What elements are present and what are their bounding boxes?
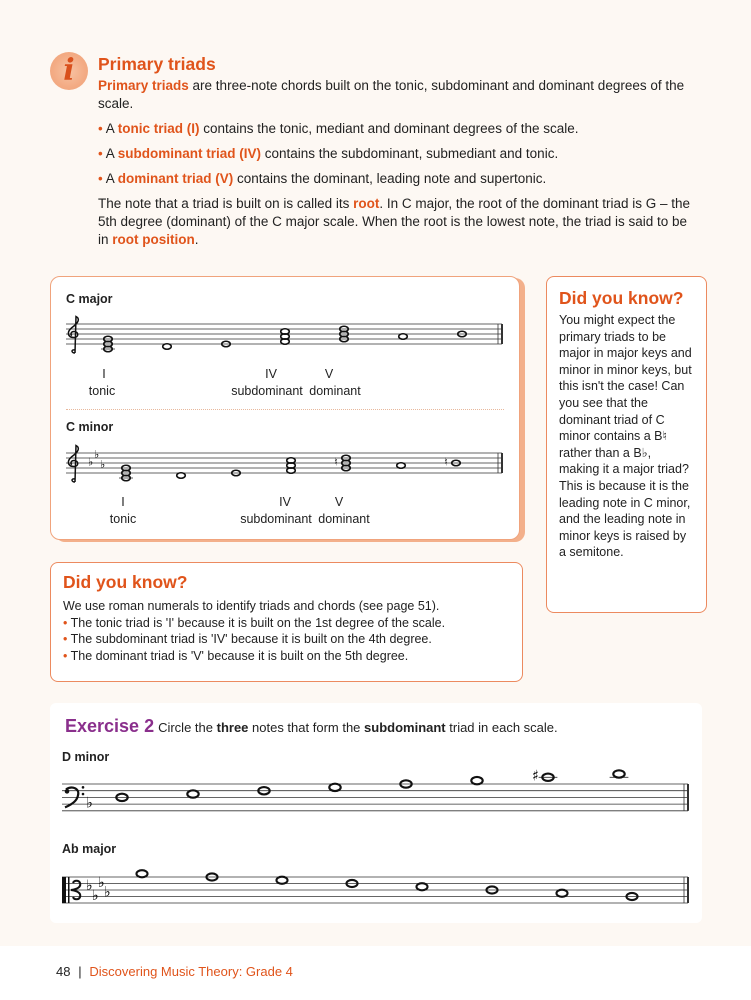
key-flat-icon: ♭: [88, 455, 94, 469]
treble-clef-icon: [68, 446, 78, 483]
exercise-number: Exercise 2: [65, 716, 155, 736]
text: are three-note chords built on the tonic, subdominant and dominant degrees of the scale.: [98, 78, 685, 111]
degree-name: dominant: [318, 512, 370, 526]
primary-triads-section: [98, 55, 693, 249]
book-title: Discovering Music Theory: Grade 4: [89, 964, 293, 979]
numeral: IV: [265, 367, 277, 381]
numeral: V: [334, 495, 344, 509]
note-head: [163, 344, 172, 350]
note-head: [329, 784, 340, 791]
staff-ab-major[interactable]: [62, 858, 692, 918]
did-you-know-text: You might expect the primary triads to be major in major keys and minor in minor keys, but this isn't the case! Can you see that the dominant triad of C minor contains a B♮ rather than a B♭, making it a major triad? This is because it is the leading note in C minor, and the leading note in minor keys is raised by a semitone.: [559, 313, 692, 560]
scale-label: Ab major: [62, 842, 117, 856]
numeral: I: [102, 367, 106, 381]
footer: [0, 946, 751, 1000]
separator: |: [78, 964, 82, 979]
exercise-2: [50, 703, 702, 923]
natural-icon: ♮: [444, 455, 448, 469]
degree-name: tonic: [88, 384, 116, 398]
scale-label: C minor: [66, 420, 114, 434]
note-head: [399, 334, 408, 340]
scale-label: C major: [66, 292, 113, 306]
degree-name: subdominant: [231, 384, 303, 398]
info-icon: i: [50, 52, 88, 90]
did-you-know-title: Did you know?: [63, 572, 188, 592]
note-head: [556, 890, 567, 897]
staff-c-minor: [66, 438, 506, 488]
note-head: [416, 883, 427, 890]
page-number: 48: [56, 964, 71, 979]
alto-clef-icon: [62, 877, 66, 903]
note-head: [613, 770, 624, 777]
numeral: V: [324, 367, 334, 381]
divider: [66, 409, 504, 410]
key-flat-icon: ♭: [92, 887, 99, 904]
bass-clef-dot: [82, 786, 85, 789]
key-flat-icon: ♭: [100, 458, 106, 471]
did-you-know-title: Did you know?: [559, 288, 684, 308]
staff-d-minor[interactable]: [62, 764, 692, 824]
key-flat-icon: ♭: [94, 448, 100, 461]
degree-name: dominant: [309, 384, 361, 398]
bullet: • The dominant triad is 'V' because it is built on the 5th degree.: [63, 648, 510, 665]
exercise-heading: Exercise 2 Circle the three notes that form the subdominant triad in each scale.: [65, 716, 558, 736]
note-head: [136, 870, 147, 877]
bullet: • The tonic triad is 'I' because it is built on the 1st degree of the scale.: [63, 615, 510, 632]
intro-text: We use roman numerals to identify triads and chords (see page 51).: [63, 599, 440, 613]
note-head: [276, 877, 287, 884]
note-head: [397, 463, 406, 469]
key-flat-icon: ♭: [86, 878, 93, 894]
section-title: Primary triads: [98, 54, 216, 74]
degree-name: subdominant: [240, 512, 312, 526]
bullet: • A subdominant triad (IV) contains the subdominant, submediant and tonic.: [98, 145, 693, 163]
root-paragraph: The note that a triad is built on is called its root. In C major, the root of the dominant triad is G – the 5th degree (dominant) of the C major scale. When the root is the lowest note, the triad is said to be in root position.: [98, 196, 691, 247]
alto-clef-bar: [68, 877, 70, 903]
numeral: I: [121, 495, 125, 509]
key-flat-icon: ♭: [98, 874, 105, 891]
sharp-icon: ♯: [531, 767, 540, 785]
staff-c-major: [66, 309, 506, 359]
did-you-know-bottom: [50, 562, 523, 682]
numeral: IV: [279, 495, 291, 509]
bullet: • A tonic triad (I) contains the tonic, mediant and dominant degrees of the scale.: [98, 120, 693, 138]
note-head: [177, 473, 186, 479]
note-head: [471, 777, 482, 784]
key-flat-icon: ♭: [104, 884, 111, 901]
treble-clef-icon: [68, 317, 78, 354]
natural-icon: ♮: [334, 455, 338, 469]
key-flat-icon: ♭: [86, 794, 93, 812]
note-head: [187, 790, 198, 797]
scale-label: D minor: [62, 750, 110, 764]
bass-clef-dot: [65, 789, 70, 794]
bass-clef-dot: [82, 793, 85, 796]
bullet: • A dominant triad (V) contains the dominant, leading note and supertonic.: [98, 170, 693, 188]
term: Primary triads: [98, 78, 189, 93]
did-you-know-side: [546, 276, 707, 613]
degree-name: tonic: [109, 512, 137, 526]
bullet: • The subdominant triad is 'IV' because it is built on the 4th degree.: [63, 631, 510, 648]
triad-examples-box: [50, 276, 520, 540]
